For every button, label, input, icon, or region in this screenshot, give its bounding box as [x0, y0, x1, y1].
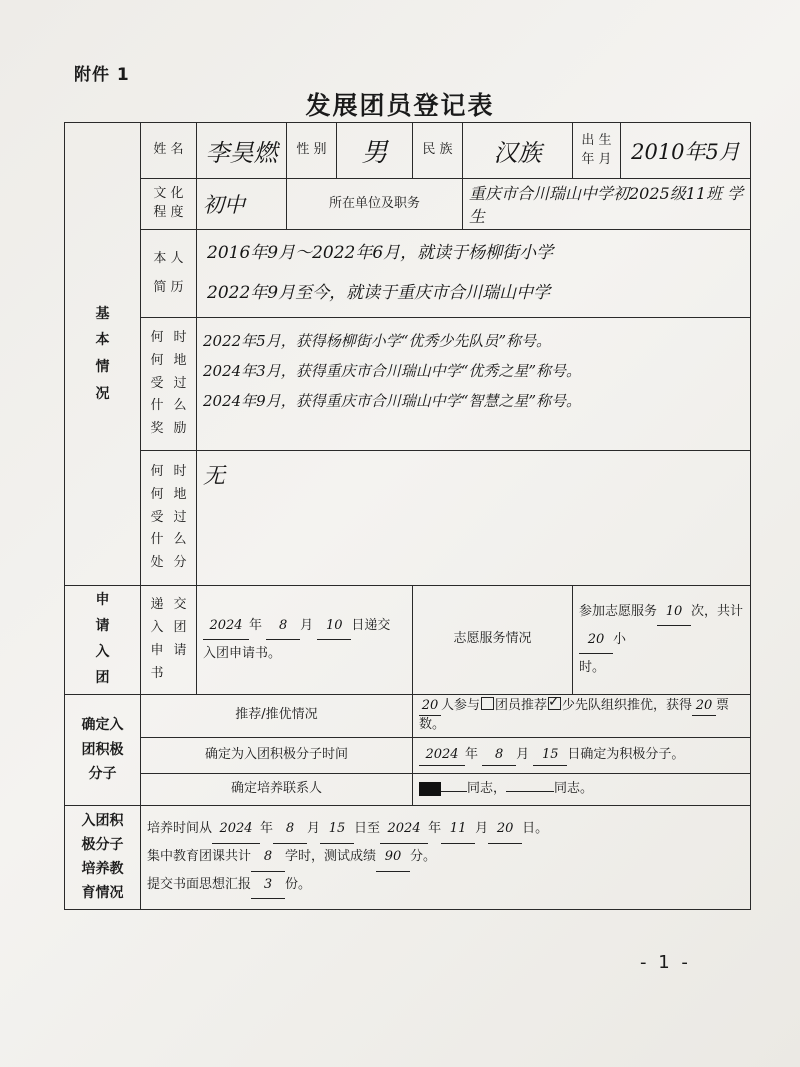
- apply-date: 2024 年 8 月 10 日递交 入团申请书。: [197, 586, 413, 695]
- volunteer-label: 志愿服务情况: [413, 586, 573, 695]
- name-value: 李昊燃: [197, 123, 287, 179]
- train-end-day: 20: [488, 816, 522, 844]
- volunteer-times: 10: [657, 598, 691, 626]
- resume-content: [197, 230, 751, 318]
- train-end-year: 2024: [380, 816, 428, 844]
- gender-value: 男: [337, 123, 413, 179]
- contact-content: 同志， 同志。: [413, 774, 751, 806]
- award-line: 2022年5月，获得杨柳街小学“优秀少先队员”称号。: [203, 332, 552, 350]
- birth-label: 出 生 年 月: [573, 123, 621, 179]
- train-start-year: 2024: [212, 816, 260, 844]
- training-hours: 8: [251, 844, 285, 872]
- activist-date-content: 2024 年 8 月 15 日确定为积极分子。: [413, 738, 751, 774]
- redacted-block: [419, 782, 441, 796]
- name-label: 姓 名: [141, 123, 197, 179]
- section-basic-label: 基 本 情 况: [65, 123, 141, 586]
- activist-date-label: 确定为入团积极分子时间: [141, 738, 413, 774]
- ethnicity-label: 民 族: [413, 123, 463, 179]
- train-start-month: 8: [273, 816, 307, 844]
- birth-value: 2010年5月: [621, 123, 751, 179]
- train-end-month: 11: [441, 816, 475, 844]
- training-score: 90: [376, 844, 410, 872]
- section-training-label: 入团积 极分子 培养教 育情况: [65, 806, 141, 910]
- activist-day: 15: [533, 746, 567, 766]
- punish-label: 何 何 受 什 处 时 地 过 么 分: [141, 451, 197, 586]
- punish-value: 无: [197, 451, 751, 586]
- ethnicity-value: 汉族: [463, 123, 573, 179]
- resume-label: 本 人 简 历: [141, 230, 197, 318]
- section-activist-label: 确定入 团积极 分子: [65, 694, 141, 806]
- resume-line: 2022年9月至今，就读于重庆市合川瑞山中学: [207, 282, 551, 303]
- apply-month: 8: [266, 612, 300, 640]
- education-label: 文 化 程 度: [141, 179, 197, 230]
- registration-table: [64, 122, 751, 910]
- resume-line: 2016年9月～2022年6月，就读于杨柳街小学: [207, 243, 554, 264]
- apply-sub-label: 递 入 申 书 交 团 请: [141, 586, 197, 695]
- recommendation-label: 推荐/推优情况: [141, 694, 413, 738]
- unit-label: 所在单位及职务: [287, 179, 463, 230]
- activist-month: 8: [482, 746, 516, 766]
- gender-label: 性 别: [287, 123, 337, 179]
- contact-label: 确定培养联系人: [141, 774, 413, 806]
- annex-label: 附件 1: [74, 65, 130, 85]
- education-value: 初中: [197, 179, 287, 230]
- train-start-day: 15: [320, 816, 354, 844]
- section-apply-label: 申 请 入 团: [65, 586, 141, 695]
- training-reports: 3: [251, 872, 285, 900]
- form-title: 发展团员登记表: [305, 91, 495, 120]
- volunteer-hours: 20: [579, 626, 613, 654]
- award-line: 2024年3月，获得重庆市合川瑞山中学“优秀之星”称号。: [203, 362, 582, 380]
- apply-day: 10: [317, 612, 351, 640]
- unit-value: 重庆市合川瑞山中学初2025级11班 学生: [463, 179, 751, 230]
- recommendation-content: 20 人参与 团员推荐✓ 少先队组织推优，获得 20 票数。: [413, 694, 751, 738]
- apply-year: 2024: [203, 612, 249, 640]
- activist-year: 2024: [419, 746, 465, 766]
- checkbox-pioneer-recommend: [548, 697, 561, 710]
- awards-content: [197, 318, 751, 451]
- page-number: - 1 -: [640, 952, 691, 973]
- volunteer-content: 参加志愿服务 10 次，共计20 小 时。: [573, 586, 751, 695]
- checkbox-member-recommend: [481, 697, 494, 710]
- training-content: 培养时间从 2024 年 8 月 15 日至 2024 年 11 月 20 日。 集中教育团课共计 8 学时，测试成绩 90 分。 提交书面思想汇报 3 份。: [141, 806, 751, 910]
- rec-votes: 20: [692, 697, 716, 717]
- awards-label: 何 何 受 什 奖 时 地 过 么 励: [141, 318, 197, 451]
- award-line: 2024年9月，获得重庆市合川瑞山中学“智慧之星”称号。: [203, 392, 582, 410]
- rec-count: 20: [419, 697, 441, 717]
